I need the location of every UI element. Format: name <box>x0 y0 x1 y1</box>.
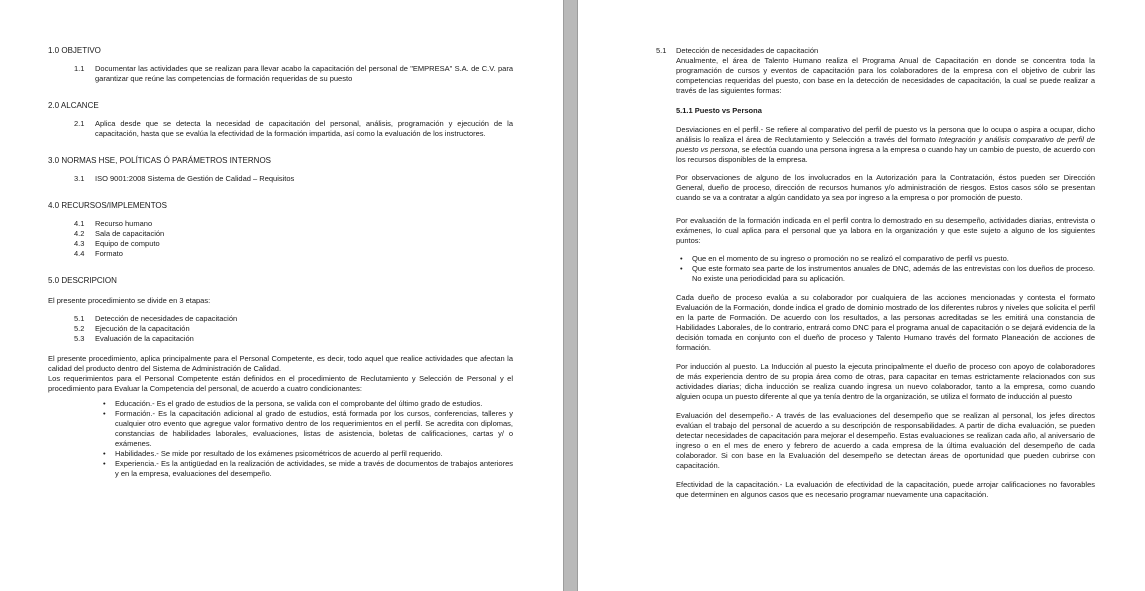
item-text: Sala de capacitación <box>95 229 165 238</box>
item-number: 5.2 <box>74 324 85 333</box>
list-item <box>680 254 1095 264</box>
bullet-text: Habilidades.- Se mide por resultado de los exámenes psicométricos de acuerdo al perfil requerido. <box>115 449 443 458</box>
subsection-heading <box>656 46 1095 56</box>
numbered-item <box>74 119 513 139</box>
bullet-list <box>103 399 513 479</box>
item-number: 4.1 <box>74 219 85 228</box>
list-item <box>103 399 513 409</box>
paragraph: Anualmente, el área de Talento Humano realiza el Programa Anual de Capacitación en donde se concentra toda la programación de cursos y eventos de capacitación para los colaboradores de la empresa con el objetivo de cubrir las competencias requeridas del puesto, con base en la detección de necesidades de capacitación, la cual se puede realizar a través de las siguientes formas: <box>676 56 1095 95</box>
subsection-title: Detección de necesidades de capacitación <box>676 46 819 55</box>
numbered-item <box>74 174 513 184</box>
bullet-text: Formación.- Es la capacitación adicional al grado de estudios, está formada por los cursos, conferencias, talleres y cualquier otro evento que agregue valor formativo dentro de los requerimientos en el perfil. Se acredita con diplomas, constancias de habilidades laborales, evaluaciones, listas de asistencia, boletas de calificaciones, cartas y/ o exámenes. <box>115 409 513 448</box>
list-item <box>74 219 513 229</box>
list-item <box>74 314 513 324</box>
item-number: 2.1 <box>74 119 85 128</box>
paragraph: Los requerimientos para el Personal Competente están definidos en el procedimiento de Reclutamiento y Selección de Personal y el procedimiento para Evaluar la Competencia del personal, de acuerdo a cuatro condicionantes: <box>48 374 513 393</box>
list-item <box>680 264 1095 284</box>
item-text: Ejecución de la capacitación <box>95 324 190 333</box>
item-number: 4.3 <box>74 239 85 248</box>
bullet-icon: • <box>103 409 106 418</box>
item-number: 3.1 <box>74 174 85 183</box>
numbered-item <box>74 64 513 84</box>
item-number: 5.3 <box>74 334 85 343</box>
bullet-list <box>680 254 1095 284</box>
document-page-right <box>578 0 1145 591</box>
bullet-icon: • <box>103 449 106 458</box>
list-item <box>103 409 513 449</box>
sub-subsection-heading: 5.1.1 Puesto vs Persona <box>676 106 762 115</box>
paragraph: Evaluación del desempeño.- A través de las evaluaciones del desempeño que se realizan al personal, los jefes directos evalúan el trabajo del personal de acuerdo a su descripción de responsabilidades. A partir de dicha evaluación, se pueden detectar necesidades de capacitación para mejorar el desempeño. Estas evaluaciones se realizan cada año, al aniversario de ingreso o en el mes de enero y febrero de acuerdo a cada empresa de la última evaluación del desempeño de cada colaborador. Si con base en la Evaluación del desempeño se detectan áreas de oportunidad que pueden cubrirse con capacitación. <box>676 411 1095 470</box>
paragraph: Desviaciones en el perfil.- Se refiere al comparativo del perfil de puesto vs la persona que lo ocupa o aspira a ocupar, dicho análisis lo realiza el área de Reclutamiento y Selección a través del formato Integración y análisis comparativo de perfil de puesto vs persona, se efectúa cuando una persona ingresa a la empresa o cuando hay un cambio de puesto, de acuerdo con los recursos disponibles de la empresa. <box>676 125 1096 164</box>
list-item <box>74 324 513 334</box>
page-gutter <box>563 0 578 591</box>
paragraph: Por observaciones de alguno de los involucrados en la Autorización para la Contratación, éstos pueden ser Dirección General, dueño de proceso, dirección de recursos humanos y/o administración de riesgos. Estos casos sólo se presentan cuando se va a contratar a algún candidato ya sea por ingreso a la empresa o por promoción de puesto. <box>676 173 1095 202</box>
stage-list <box>74 314 513 344</box>
item-text: Equipo de computo <box>95 239 160 248</box>
item-text: Documentar las actividades que se realizan para llevar acabo la capacitación del personal de "EMPRESA" S.A. de C.V. para garantizar que reúne las competencias de formación requeridas de su puesto <box>95 64 513 83</box>
section-heading: 5.0 DESCRIPCION <box>48 276 117 285</box>
item-text: Aplica desde que se detecta la necesidad de capacitación del personal, análisis, programación y ejecución de la capacitación, hasta que se evalúa la efectividad de la formación impartida, así como la evaluación de los instructores. <box>95 119 513 138</box>
list-item <box>74 239 513 249</box>
paragraph: Por inducción al puesto. La Inducción al puesto la ejecuta principalmente el dueño de proceso con apoyo de colaboradores de más experiencia dentro de su propia área como de otras, para capacitar en temas estrictamente relacionados con sus actividades diarias; dicha inducción se realiza cuando ingresa un nuevo colaborador, tanto a la empresa, como cuando alguien ocupa un puesto diferente al que ya tenía dentro de la organización, se utiliza el formato de inducción al puesto <box>676 362 1095 401</box>
section-heading: 3.0 NORMAS HSE, POLÍTICAS Ó PARÁMETROS INTERNOS <box>48 156 272 165</box>
item-number: 5.1 <box>74 314 85 323</box>
item-number: 1.1 <box>74 64 85 73</box>
item-text: Detección de necesidades de capacitación <box>95 314 238 323</box>
section-heading: 4.0 RECURSOS/IMPLEMENTOS <box>48 201 167 210</box>
list-item <box>74 249 513 259</box>
document-page-left <box>0 0 563 591</box>
bullet-icon: • <box>680 264 683 273</box>
bullet-icon: • <box>103 459 106 468</box>
paragraph: El presente procedimiento, aplica principalmente para el Personal Competente, es decir, todo aquel que realice actividades que afectan la calidad del producto dentro del Sistema de Administración de Calidad. <box>48 354 513 373</box>
item-number: 5.1 <box>656 46 667 55</box>
item-text: Evaluación de la capacitación <box>95 334 194 343</box>
item-text: ISO 9001:2008 Sistema de Gestión de Calidad – Requisitos <box>95 174 295 183</box>
bullet-text: Que en el momento de su ingreso o promoción no se realizó el comparativo de perfil vs puesto. <box>692 254 1009 263</box>
item-number: 4.4 <box>74 249 85 258</box>
bullet-text: Educación.- Es el grado de estudios de la persona, se valida con el comprobante del último grado de estudios. <box>115 399 483 408</box>
list-item <box>103 449 513 459</box>
section-heading: 2.0 ALCANCE <box>48 101 99 110</box>
list-item <box>74 334 513 344</box>
section-heading: 1.0 OBJETIVO <box>48 46 101 55</box>
paragraph: El presente procedimiento se divide en 3 etapas: <box>48 296 211 305</box>
resource-list <box>74 219 513 259</box>
bullet-icon: • <box>103 399 106 408</box>
item-text: Formato <box>95 249 123 258</box>
list-item <box>74 229 513 239</box>
item-number: 4.2 <box>74 229 85 238</box>
paragraph: Cada dueño de proceso evalúa a su colaborador por cualquiera de las acciones mencionadas y contesta el formato Evaluación de la Formación, donde indica el grado de dominio mostrado de los diferentes rubros y niveles que solicita el perfil en la parte de Formación. De acuerdo con los resultados, a las personas acreditadas se les emitirá una constancia de Habilidades Laborales, de lo contrario, entrará como DNC para el programa anual de capacitación o se dejará evidencia de la decisión tomada en conjunto con el dueño de proceso y Talento Humano través del formato Planeación de acciones de formación. <box>676 293 1095 352</box>
paragraph: Efectividad de la capacitación.- La evaluación de efectividad de la capacitación, puede arrojar calificaciones no favorables que determinen en algunos casos que es necesario programar nuevamente una capacitación. <box>676 480 1095 499</box>
item-text: Recurso humano <box>95 219 153 228</box>
paragraph: Por evaluación de la formación indicada en el perfil contra lo demostrado en su desempeño, actividades diarias, entrevista o exámenes, lo cual aplica para el personal que ya labora en la organización y que este sujeto a alguno de los siguientes puntos: <box>676 216 1095 245</box>
bullet-text: Experiencia.- Es la antigüedad en la realización de actividades, se mide a través de documentos de trabajos anteriores y en la empresa, evaluaciones del desempeño. <box>115 459 513 478</box>
bullet-icon: • <box>680 254 683 263</box>
list-item <box>103 459 513 479</box>
bullet-text: Que este formato sea parte de los instrumentos anuales de DNC, además de las entrevistas con los dueños de proceso. No existe una periodicidad para su aplicación. <box>692 264 1095 283</box>
